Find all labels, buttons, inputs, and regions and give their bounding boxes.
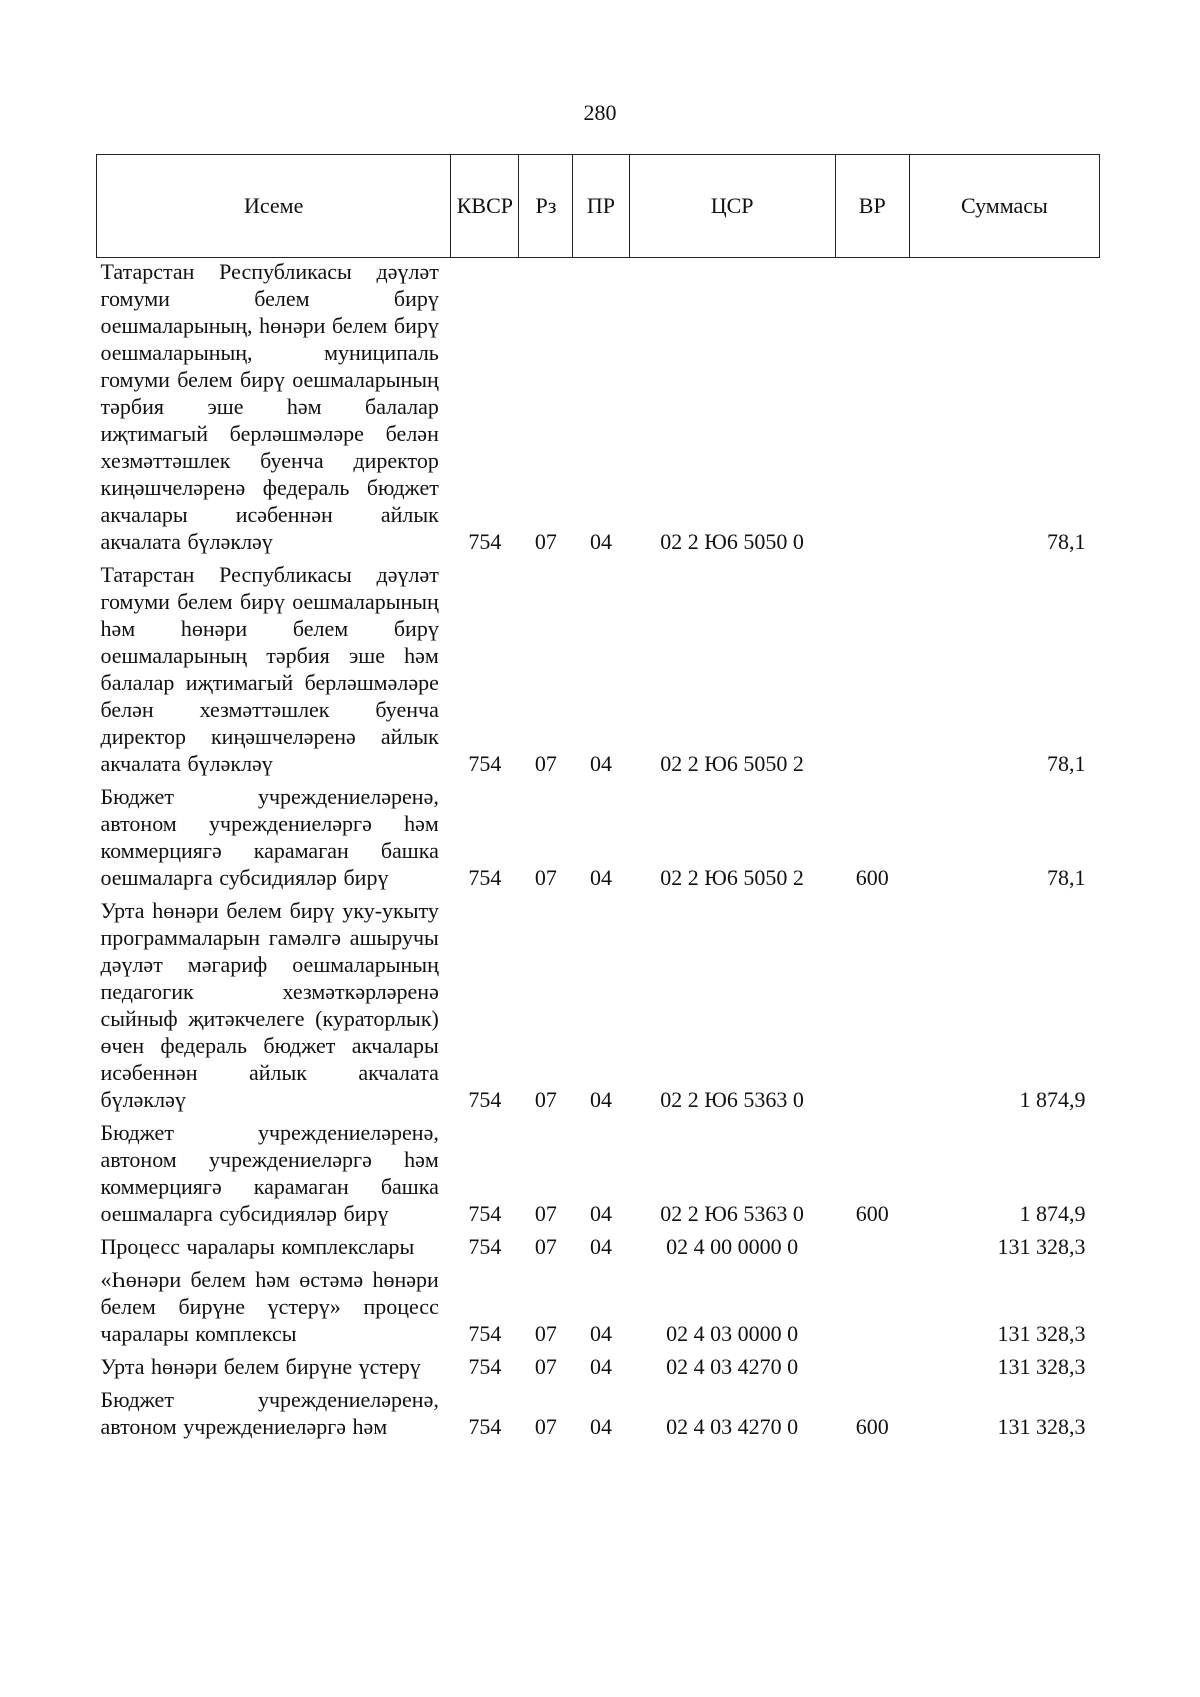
- row-vr: [835, 1266, 909, 1353]
- row-pr: 04: [589, 1234, 612, 1259]
- row-csr: 02 4 00 0000 0: [666, 1234, 799, 1259]
- table-row: [97, 1266, 1100, 1353]
- row-kvsr: 754: [468, 1234, 502, 1259]
- row-name: Бюджет учреждениеләренә, автоном учреждениеләргә һәм: [100, 1387, 439, 1439]
- row-name: Бюджет учреждениеләренә, автоном учреждениеләргә һәм коммерциягә карамаган башка оешмаларга субсидияләр бирү: [100, 784, 439, 890]
- table-row: [97, 783, 1100, 897]
- row-sum: 131 328,3: [997, 1354, 1086, 1379]
- row-name: «Һөнәри белем һәм өстәмә һөнәри белем бирүне үстерү» процесс чаралары комплексы: [100, 1267, 439, 1346]
- header-sum: Суммасы: [909, 155, 1099, 258]
- table-row: [97, 1119, 1100, 1233]
- row-pr: 04: [589, 865, 612, 890]
- header-kvsr: КВСР: [451, 155, 519, 258]
- row-rz: 07: [534, 751, 557, 776]
- row-sum: 1 874,9: [1019, 1087, 1086, 1112]
- row-vr: [835, 258, 909, 562]
- row-csr: 02 4 03 4270 0: [666, 1414, 799, 1439]
- row-kvsr: 754: [468, 1087, 502, 1112]
- row-pr: 04: [589, 751, 612, 776]
- row-kvsr: 754: [468, 1201, 502, 1226]
- row-sum: 78,1: [1047, 529, 1086, 554]
- row-name: Урта һөнәри белем бирү уку-укыту программаларын гамәлгә ашыручы дәүләт мәгариф оешмаларының педагогик хезмәткәрләренә сыйныф җитәкчелеге (кураторлык) өчен федераль бюджет акчалары исәбеннән айлык акчалата бүләкләү: [100, 898, 439, 1112]
- row-pr: 04: [589, 1201, 612, 1226]
- budget-table: [96, 154, 1100, 1446]
- row-rz: 07: [534, 1321, 557, 1346]
- row-rz: 07: [534, 1354, 557, 1379]
- row-vr: [835, 1353, 909, 1386]
- header-pr: ПР: [573, 155, 629, 258]
- row-vr: 600: [855, 865, 889, 890]
- row-pr: 04: [589, 529, 612, 554]
- row-kvsr: 754: [468, 1354, 502, 1379]
- row-kvsr: 754: [468, 529, 502, 554]
- row-name: Татарстан Республикасы дәүләт гомуми белем бирү оешмаларының һәм һөнәри белем бирү оешмаларының тәрбия эше һәм балалар иҗтимагый берләшмәләре белән хезмәттәшлек буенча директор киңәшчеләренә айлык акчалата бүләкләү: [100, 562, 439, 776]
- row-rz: 07: [534, 865, 557, 890]
- row-csr: 02 2 Ю6 5363 0: [660, 1201, 804, 1226]
- row-vr: [835, 1233, 909, 1266]
- row-name: Татарстан Республикасы дәүләт гомуми белем бирү оешмаларының, һөнәри белем бирү оешмаларының, муниципаль гомуми белем бирү оешмаларының тәрбия эше һәм балалар иҗтимагый берләшмәләре белән хезмәттәшлек буенча директор киңәшчеләренә федераль бюджет акчалары исәбеннән айлык акчалата бүләкләү: [100, 259, 439, 554]
- header-vr: ВР: [835, 155, 909, 258]
- row-rz: 07: [534, 1087, 557, 1112]
- table-row: [97, 561, 1100, 783]
- row-csr: 02 4 03 4270 0: [666, 1354, 799, 1379]
- table-row: [97, 897, 1100, 1119]
- row-vr: [835, 897, 909, 1119]
- row-csr: 02 2 Ю6 5050 0: [660, 529, 804, 554]
- row-pr: 04: [589, 1414, 612, 1439]
- row-rz: 07: [534, 1414, 557, 1439]
- row-kvsr: 754: [468, 1321, 502, 1346]
- table-body: [97, 258, 1100, 1447]
- row-rz: 07: [534, 1234, 557, 1259]
- row-kvsr: 754: [468, 1414, 502, 1439]
- table-row: [97, 258, 1100, 562]
- row-sum: 131 328,3: [997, 1234, 1086, 1259]
- row-name: Процесс чаралары комплекслары: [100, 1234, 415, 1259]
- table-header: [97, 155, 1100, 258]
- page-number: 280: [583, 100, 617, 125]
- row-pr: 04: [589, 1087, 612, 1112]
- row-rz: 07: [534, 529, 557, 554]
- row-sum: 78,1: [1047, 865, 1086, 890]
- row-csr: 02 4 03 0000 0: [666, 1321, 799, 1346]
- table-row: [97, 1353, 1100, 1386]
- row-csr: 02 2 Ю6 5050 2: [660, 751, 804, 776]
- table-row: [97, 1386, 1100, 1446]
- header-rz: Рз: [519, 155, 573, 258]
- table-row: [97, 1233, 1100, 1266]
- header-name: Исеме: [97, 155, 451, 258]
- row-sum: 78,1: [1047, 751, 1086, 776]
- row-kvsr: 754: [468, 751, 502, 776]
- row-csr: 02 2 Ю6 5363 0: [660, 1087, 804, 1112]
- header-csr: ЦСР: [629, 155, 835, 258]
- row-vr: 600: [855, 1201, 889, 1226]
- row-vr: 600: [855, 1414, 889, 1439]
- row-sum: 131 328,3: [997, 1321, 1086, 1346]
- row-name: Бюджет учреждениеләренә, автоном учреждениеләргә һәм коммерциягә карамаган башка оешмаларга субсидияләр бирү: [100, 1120, 439, 1226]
- row-pr: 04: [589, 1321, 612, 1346]
- row-vr: [835, 561, 909, 783]
- row-sum: 131 328,3: [997, 1414, 1086, 1439]
- row-kvsr: 754: [468, 865, 502, 890]
- row-pr: 04: [589, 1354, 612, 1379]
- row-rz: 07: [534, 1201, 557, 1226]
- row-name: Урта һөнәри белем бирүне үстерү: [100, 1354, 421, 1379]
- row-csr: 02 2 Ю6 5050 2: [660, 865, 804, 890]
- row-sum: 1 874,9: [1019, 1201, 1086, 1226]
